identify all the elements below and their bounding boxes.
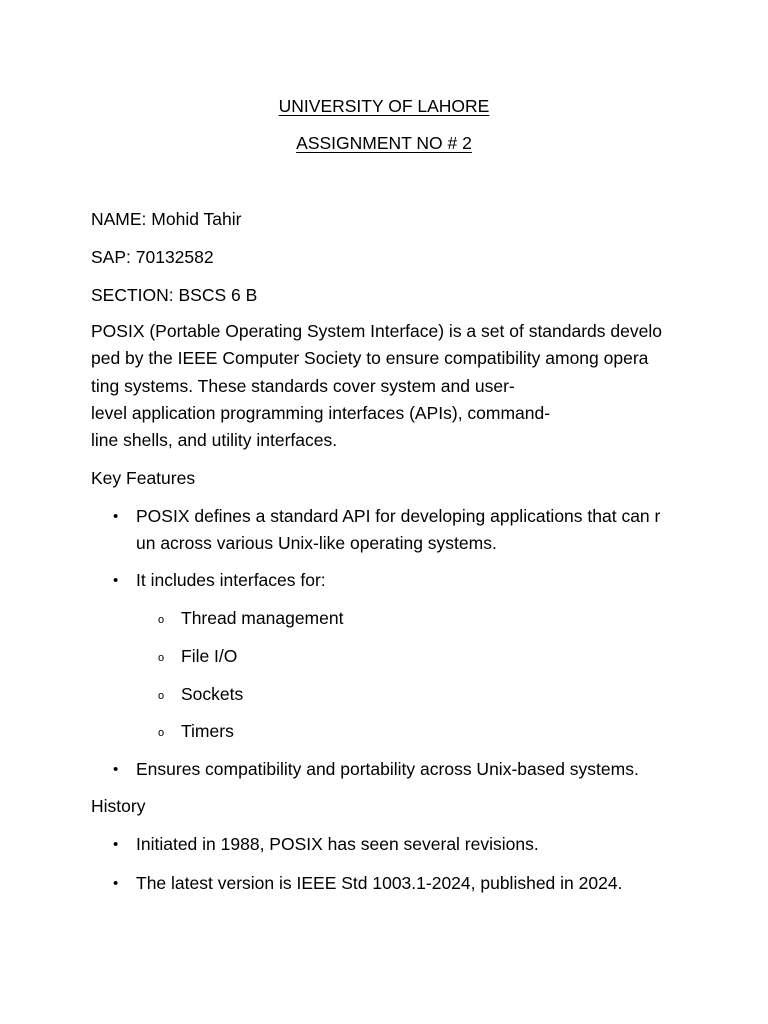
sub-bullet-icon: o [158,652,165,664]
intro-line: level application programming interfaces (APIs), command- [91,403,551,423]
sub-list-item: File I/O [181,646,238,666]
key-features-heading: Key Features [91,468,196,488]
intro-line: ting systems. These standards cover system and user- [91,376,515,396]
intro-line: POSIX (Portable Operating System Interface) is a set of standards develo [91,321,662,341]
list-item-text: It includes interfaces for: [136,570,326,590]
intro-line: line shells, and utility interfaces. [91,430,338,450]
list-item-text: POSIX defines a standard API for developing applications that can r [136,506,661,526]
sub-list-item: Thread management [181,608,344,628]
sub-list-item: Sockets [181,684,244,704]
university-title: UNIVERSITY OF LAHORE [278,96,490,116]
sub-bullet-icon: o [158,690,165,702]
student-sap: SAP: 70132582 [91,247,214,267]
list-item-text: Ensures compatibility and portability across Unix-based systems. [136,759,639,779]
assignment-title: ASSIGNMENT NO # 2 [296,133,472,153]
history-heading: History [91,796,146,816]
list-item-text: un across various Unix-like operating systems. [136,533,497,553]
list-item-text: Initiated in 1988, POSIX has seen several revisions. [136,834,539,854]
bullet-icon: • [113,761,119,778]
bullet-icon: • [113,572,119,589]
bullet-icon: • [113,508,119,525]
bullet-icon: • [113,836,119,853]
sub-bullet-icon: o [158,614,165,626]
student-section: SECTION: BSCS 6 B [91,285,258,305]
sub-list-item: Timers [181,721,234,741]
student-name: NAME: Mohid Tahir [91,209,242,229]
sub-bullet-icon: o [158,727,165,739]
bullet-icon: • [113,875,119,892]
intro-line: ped by the IEEE Computer Society to ensure compatibility among opera [91,348,649,368]
list-item-text: The latest version is IEEE Std 1003.1-2024, published in 2024. [136,873,623,893]
